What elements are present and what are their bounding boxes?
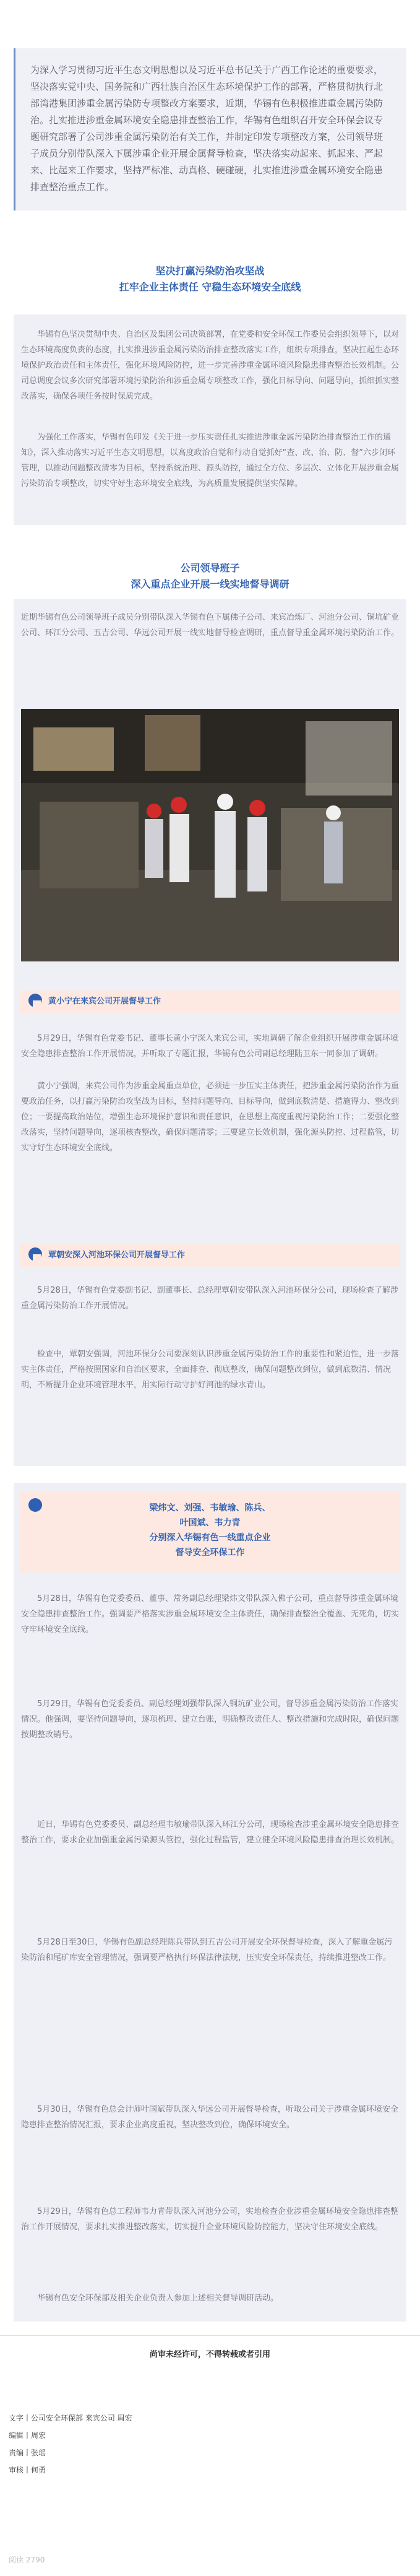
closing-paragraph: 华锡有色安全环保部及相关企业负责人参加上述相关督导调研活动。 [37, 2294, 279, 2303]
footer-divider [0, 2335, 420, 2336]
copyright-notice: 尚审未经许可，不得转载或者引用 [149, 2350, 270, 2359]
leader2-para2: 检查中，覃朝安强调，河池环保分公司要深刻认识涉重金属污染防治工作的重要性和紧迫性，进一步落实主体责任，严格按照国家和自治区要求，全面排查、彻底整改，确保问题整改到位，做到底数清、情况明，不断提升企业环境管理水平，用实际行动守护好河池的绿水青山。 [21, 1350, 400, 1390]
section2-title-line1: 公司领导班子 [180, 562, 240, 574]
lead-paragraph [14, 48, 406, 210]
inspection-photo [21, 709, 399, 961]
leader-group-line4: 督导安全环保工作 [175, 1548, 245, 1558]
credits-block [9, 2409, 132, 2479]
bullet-icon [28, 994, 42, 1007]
leader-group-line3: 分别深入华锡有色一线重点企业 [149, 1533, 271, 1543]
section1-title-line1: 坚决打赢污染防治攻坚战 [155, 265, 265, 277]
section2-intro: 近期华锡有色公司领导班子成员分别带队深入华锡有色下属佛子公司、来宾冶炼厂、河池分公司、铜坑矿业公司、环江分公司、五吉公司、华远公司开展一线实地督导检查调研，重点督导重金属环境污染防治工作。 [21, 613, 400, 638]
leader1-para1: 5月29日，华锡有色党委书记、董事长黄小宁深入来宾公司，实地调研了解企业组织开展涉重金属环境安全隐患排查整治工作开展情况，并听取了专题汇报，华锡有色公司副总经理陆卫东一同参加了调研。 [21, 1034, 398, 1059]
leader-group-para6: 5月29日，华锡有色总工程师韦力青带队深入河池分公司，实地检查企业涉重金属环境安全隐患排查整治工作开展情况，要求扎实推进整改落实，切实提升企业环境风险防控能力，坚决守住环境安全底线。 [21, 2207, 398, 2232]
section1-para2: 为强化工作落实，华锡有色印发《关于进一步压实责任扎实推进涉重金属污染防治排查整治工作的通知》，深入推动落实习近平生态文明思想，以高度政治自觉和行动自觉抓好“查、改、治、防、督”六步闭环管理，以推动问题整改清零为目标，坚持系统治理、源头防控，通过全方位、多层次、立体化开展涉重金属污染防治专项整改，切实守好生态环境安全底线，为高质量发展提供坚实保障。 [21, 433, 400, 488]
leader-group-para5: 5月30日，华锡有色总会计师叶国斌带队深入华远公司开展督导检查，听取公司关于涉重金属环境安全隐患排查整治情况汇报，要求企业高度重视，坚决整改到位，确保环境安全。 [21, 2105, 398, 2130]
leader2-para1: 5月28日，华锡有色党委副书记、副董事长、总经理覃朝安带队深入河池环保分公司，现场检查了解涉重金属污染防治工作开展情况。 [21, 1286, 398, 1311]
inspection-photo-graphic [21, 709, 399, 961]
bullet-icon [28, 1247, 42, 1261]
credit-line: 责编丨张瑶 [9, 2448, 46, 2457]
section1-para1: 华锡有色坚决贯彻中央、自治区及集团公司决策部署，在党委和安全环保工作委员会组织领导下，以对生态环境高度负责的态度，扎实推进涉重金属污染防治排查整改落实工作，组织专项排查，坚决扛起生态环境保护政治责任和主体责任，强化环境风险防控，进一步完善涉重金属环境风险隐患排查整治长效机制。公司总调度会议多次研究部署环境污染防治和涉重金属专项整改工作，强化目标导向、问题导向，抓细抓实整改落实，确保各项任务按时保质完成。 [21, 330, 400, 401]
leader-group-para2: 5月29日，华锡有色党委委员、副总经理刘强带队深入铜坑矿业公司，督导涉重金属污染防治工作落实情况。他强调，要坚持问题导向，逐项梳理、建立台账，明确整改责任人、整改措施和完成时限，确保问题按期整改销号。 [21, 1699, 400, 1740]
leader-group-line2: 叶国斌、韦力青 [179, 1518, 241, 1528]
section2-title-line2: 深入重点企业开展一线实地督导调研 [131, 578, 289, 590]
leader-group-line1: 梁炜文、刘强、韦敏瑜、陈兵、 [149, 1503, 271, 1513]
credit-line: 审核丨何勇 [9, 2466, 46, 2474]
leader-group-para4: 5月28日至30日，华锡有色副总经理陈兵带队到五吉公司开展安全环保督导检查，深入了解重金属污染防治和尾矿库安全管理情况，强调要严格执行环保法律法规，压实安全环保责任，持续推进整改工作。 [21, 1938, 393, 1962]
leader-group-para1: 5月28日，华锡有色党委委员、董事、常务副总经理梁炜文带队深入佛子公司，重点督导涉重金属环境安全隐患排查整治工作。强调要严格落实涉重金属环境安全主体责任，确保排查整治全覆盖、无死角，切实守牢环境安全底线。 [21, 1594, 400, 1634]
leader1-heading-text: 黄小宁在来宾公司开展督导工作 [48, 997, 161, 1006]
leader1-heading [20, 991, 400, 1013]
section2-title [0, 560, 420, 592]
section1-title [0, 263, 420, 295]
read-count: 阅读 2790 [9, 2556, 45, 2564]
leader-group-para3: 近日，华锡有色党委委员、副总经理韦敏瑜带队深入环江分公司，现场检查涉重金属环境安全隐患排查整治工作，要求企业加强重金属污染源头管控，强化过程监管，建立健全环境风险隐患排查治理长效机制。 [21, 1820, 400, 1845]
lead-text: 为深入学习贯彻习近平生态文明思想以及习近平总书记关于广西工作论述的重要要求，坚决落实党中央、国务院和广西壮族自治区生态环境保护工作的部署，严格贯彻执行北部湾港集团涉重金属污染防专项整改方案要求，近期，华锡有色积极推进重金属污染防治。扎实推进涉重金属环境安全隐患排查整治工作，华锡有色组织召开安全环保会议专题研究部署了公司涉重金属污染防治有关工作，并制定印发专项整改方案，公司领导班子成员分别带队深入下属涉重企业开展金属督导检查，坚决落实动起来、抓起来、严起来、比起来工作要求，坚持严标准、动真格、硬碰硬，扎实推进涉重金属环境安全隐患排查整治重点工作。 [30, 64, 384, 193]
leader-group-heading [20, 1491, 400, 1572]
bullet-icon [28, 1498, 42, 1512]
credit-line: 文字丨公司安全环保部 来宾公司 周宏 [9, 2414, 132, 2422]
leader2-heading-text: 覃朝安深入河池环保公司开展督导工作 [48, 1251, 186, 1260]
leader2-heading [20, 1244, 400, 1267]
leader1-para2: 黄小宁强调，来宾公司作为涉重金属重点单位，必须进一步压实主体责任，把涉重金属污染防治作为重要政治任务，以打赢污染防治攻坚战为目标，坚持问题导向、目标导向，做到底数清楚、措施得力、整改到位；一要提高政治站位，增强生态环境保护意识和责任意识，在思想上高度重视污染防治工作；二要强化整改落实，坚持问题导向，逐项核查整改，确保问题清零；三要建立长效机制，强化源头防控、过程监管，切实守好生态环境安全底线。 [21, 1082, 400, 1153]
section1-title-line2: 扛牢企业主体责任 守稳生态环境安全底线 [119, 281, 301, 293]
credit-line: 编辑丨周宏 [9, 2431, 46, 2440]
